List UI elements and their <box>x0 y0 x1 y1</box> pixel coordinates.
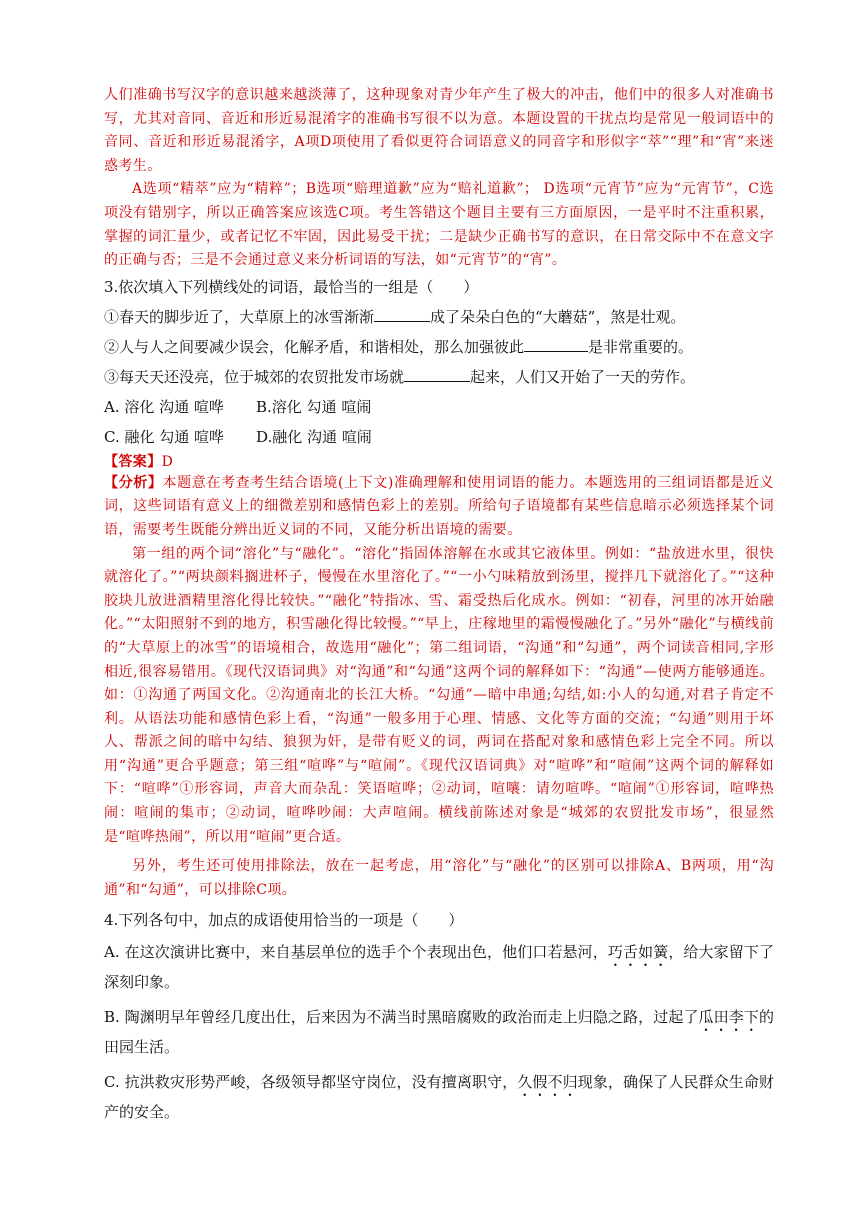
sentence-text: 是非常重要的。 <box>588 337 694 356</box>
answer-value: D <box>161 453 174 470</box>
document-page <box>104 84 774 1125</box>
question-3-stem: 3.依次填入下列横线处的词语，最恰当的一组是（ ） <box>104 277 479 296</box>
dotted-idiom: 久假不归 <box>517 1073 578 1092</box>
question-4-stem: 4.下列各句中，加点的成语使用恰当的一项是（ ） <box>104 911 464 930</box>
question-3-options-row-1 <box>104 397 774 417</box>
analysis-label: 【分析】 <box>104 474 163 491</box>
sentence-text: 成了朵朵白色的“大蘑菇”，煞是壮观。 <box>430 307 686 326</box>
answer-label: 【答案】 <box>104 453 162 470</box>
sentence-text: 起来，人们又开始了一天的劳作。 <box>470 367 696 386</box>
fill-blank <box>404 367 470 382</box>
dotted-idiom: 瓜田李下 <box>698 1008 759 1027</box>
option-a: A. 溶化 沟通 喧哗 <box>104 397 224 416</box>
option-text: 现象，确保了人民群众生命财产的安全。 <box>104 1073 774 1122</box>
analysis-paragraph: 第一组的两个词“溶化”与“融化”。“溶化”指固体溶解在水或其它液体里。例如：“盐放进水里，很快就溶化了。”“两块颜料搁进杯子，慢慢在水里溶化了。”“一小勺味精放到汤里，搅拌几下就溶化了。”“这种胶块儿放进酒精里溶化得比较快。”“融化”特指冰、雪、霜受热后化成水。例如：“初春，河里的冰开始融化。”“太阳照射不到的地方，积雪融化得比较慢。”“早上，庄稼地里的霜慢慢融化了。”另外“融化”与横线前的“大草原上的冰雪”的语境相合，故选用“融化”；第二组词语，“沟通”和“勾通”，两个词读音相同,字形相近,很容易错用。《现代汉语词典》对“沟通”和“勾通”这两个词的解释如下：“沟通”—使两方能够通连。如：①沟通了两国文化。②沟通南北的长江大桥。“勾通”—暗中串通;勾结,如:小人的勾通,对君子肯定不利。从语法功能和感情色彩上看，“沟通”一般多用于心理、情感、文化等方面的交流；“勾通”则用于坏人、帮派之间的暗中勾结、狼狈为奸，是带有贬义的词，两词在搭配对象和感情色彩上完全不同。所以用“沟通”更合乎题意；第三组“喧哗”与“喧闹”。《现代汉语词典》对“喧哗”和“喧闹”这两个词的解释如下：“喧哗”①形容词，声音大而杂乱：笑语喧哗；②动词，喧嚷：请勿喧哗。“喧闹”①形容词，喧哗热闹：喧闹的集市；②动词，喧哗吵闹：大声喧闹。横线前陈述对象是“城郊的农贸批发市场”，很显然是“喧哗热闹”，所以用“喧闹”更合适。 <box>104 545 774 845</box>
option-text: ，给大家留下了深刻印象。 <box>104 943 774 992</box>
question-4-option-a <box>104 940 774 995</box>
prev-analysis-paragraph: 人们准确书写汉字的意识越来越淡薄了，这种现象对青少年产生了极大的冲击，他们中的很多人对准确书写，尤其对音同、音近和形近易混淆字的准确书写很不以为意。本题设置的干扰点均是常见一般词语中的音同、音近和形近易混淆字，A项D项使用了看似更符合词语意义的同音字和形似字“萃”“理”和“宵”来迷惑考生。 <box>104 87 774 174</box>
dotted-idiom: 巧舌如簧 <box>607 943 669 962</box>
sentence-text: ②人与人之间要减少误会，化解矛盾，和谐相处，那么加强彼此 <box>104 337 525 356</box>
fill-blank <box>374 307 430 322</box>
sentence-text: ①春天的脚步近了，大草原上的冰雪渐渐 <box>104 307 375 326</box>
answer-line <box>104 453 774 472</box>
analysis-paragraph <box>104 472 774 543</box>
question-3-sentence-2 <box>104 337 774 357</box>
option-text: A. 在这次演讲比赛中，来自基层单位的选手个个表现出色，他们口若悬河， <box>104 943 608 962</box>
question-3-sentence-3 <box>104 367 774 387</box>
prev-analysis-paragraph: A选项“精萃”应为“精粹”；B选项“赔理道歉”应为“赔礼道歉”； D选项“元宵节”应为“元宵节”，C选项没有错别字，所以正确答案应该选C项。考生答错这个题目主要有三方面原因，一是平时不注重积累，掌握的词汇量少，或者记忆不牢固，因此易受干扰；二是缺少正确书写的意识，在日常交际中不在意文字的正确与否；三是不会通过意义来分析词语的写法，如“元宵节”的“宵”。 <box>104 181 774 269</box>
option-b: B.溶化 勾通 喧闹 <box>256 397 372 416</box>
option-text: B. 陶渊明早年曾经几度出仕，后来因为不满当时黑暗腐败的政治而走上归隐之路，过起了 <box>104 1008 699 1027</box>
fill-blank <box>524 337 588 352</box>
analysis-paragraph: 另外，考生还可使用排除法，放在一起考虑，用“溶化”与“融化”的区别可以排除A、B两项，用“沟通”和“勾通”，可以排除C项。 <box>104 858 774 898</box>
option-c: C. 融化 勾通 喧哗 <box>104 427 225 446</box>
analysis-text: 本题意在考查考生结合语境(上下文)准确理解和使用词语的能力。本题选用的三组词语都是近义词，这些词语有意义上的细微差别和感情色彩上的差别。所给句子语境都有某些信息暗示必须选择某个词语，需要考生既能分辨出近义词的不同，又能分析出语境的需要。 <box>104 474 774 538</box>
question-3-sentence-1 <box>104 307 774 327</box>
sentence-text: ③每天天还没亮，位于城郊的农贸批发市场就 <box>104 367 405 386</box>
option-d: D.融化 沟通 喧闹 <box>256 427 372 446</box>
question-3-options-row-2 <box>104 427 774 447</box>
question-4-option-c <box>104 1070 774 1125</box>
option-text: 的田园生活。 <box>104 1008 774 1057</box>
question-4-option-b <box>104 1005 774 1060</box>
option-text: C. 抗洪救灾形势严峻，各级领导都坚守岗位，没有擅离职守， <box>104 1073 518 1092</box>
